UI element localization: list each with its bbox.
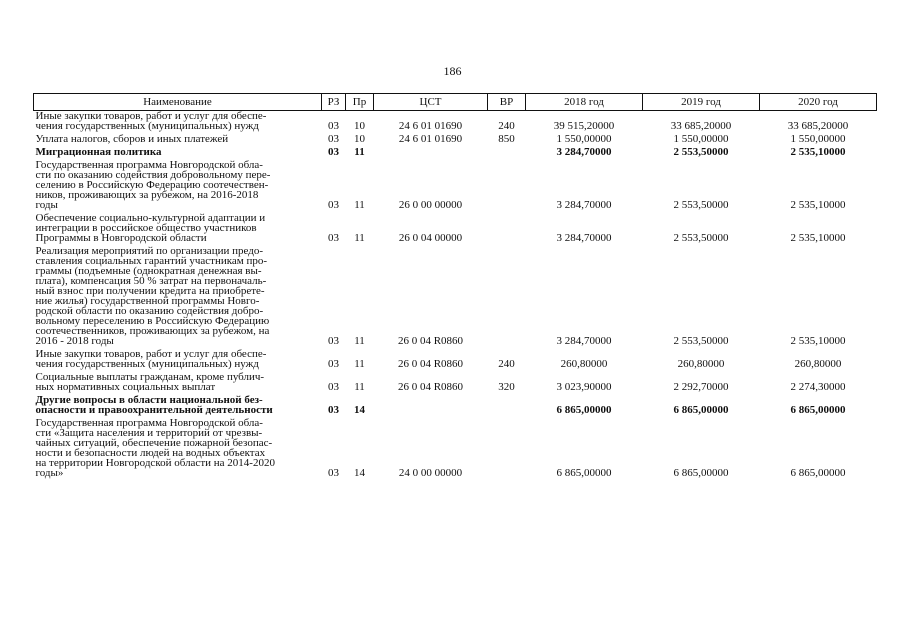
table-row: [34, 369, 877, 392]
cell-cst: [374, 144, 488, 157]
header-vr: ВР: [488, 94, 526, 111]
cell-cst: 26 0 00 00000: [398, 199, 463, 211]
cell-name: Уплата налогов, сборов и иных платежей: [35, 133, 229, 145]
cell-vr: [488, 243, 526, 346]
cell-y2020: 33 685,20000: [787, 120, 849, 132]
cell-y2020: 2 535,10000: [790, 146, 846, 158]
cell-name: Иные закупки товаров, работ и услуг для обеспе- чения государственных (муниципальных) нужд: [35, 348, 267, 370]
cell-pr: 11: [354, 199, 365, 211]
cell-y2019: 2 553,50000: [673, 335, 729, 347]
cell-rz: 03: [328, 120, 339, 132]
budget-table: [33, 93, 877, 478]
cell-y2018: 260,80000: [560, 358, 608, 370]
cell-rz: 03: [328, 133, 339, 145]
cell-pr: 11: [354, 146, 365, 158]
cell-cst: [374, 392, 488, 415]
cell-name: Миграционная политика: [35, 146, 162, 158]
header-pr: Пр: [346, 94, 374, 111]
cell-rz: 03: [328, 146, 339, 158]
cell-cst: 26 0 04 R0860: [397, 381, 464, 393]
cell-y2019: 6 865,00000: [673, 404, 729, 416]
cell-y2019: 33 685,20000: [670, 120, 732, 132]
cell-y2020: 2 274,30000: [790, 381, 846, 393]
cell-vr: 320: [498, 381, 515, 393]
cell-pr: 14: [354, 467, 365, 479]
cell-pr: 11: [354, 335, 365, 347]
cell-y2020: 6 865,00000: [790, 404, 846, 416]
cell-pr: 10: [354, 120, 365, 132]
cell-y2020: 1 550,00000: [790, 133, 846, 145]
cell-y2019: 2 292,70000: [673, 381, 729, 393]
header-2019: 2019 год: [643, 94, 760, 111]
cell-name: Иные закупки товаров, работ и услуг для обеспе- чения государственных (муниципальных) нужд: [35, 110, 267, 132]
cell-cst: 24 6 01 01690: [398, 133, 463, 145]
cell-y2020: 260,80000: [794, 358, 842, 370]
table-row: [34, 346, 877, 369]
cell-y2020: 2 535,10000: [790, 199, 846, 211]
cell-vr: [488, 210, 526, 243]
cell-y2018: 3 284,70000: [556, 146, 612, 158]
cell-vr: [488, 157, 526, 210]
cell-cst: 26 0 04 R0860: [397, 335, 464, 347]
cell-y2019: 2 553,50000: [673, 232, 729, 244]
cell-cst: 24 6 01 01690: [398, 120, 463, 132]
cell-pr: 11: [354, 358, 365, 370]
cell-y2020: 6 865,00000: [790, 467, 846, 479]
table-row: [34, 144, 877, 157]
cell-rz: 03: [328, 381, 339, 393]
cell-y2018: 3 023,90000: [556, 381, 612, 393]
cell-y2019: 1 550,00000: [673, 133, 729, 145]
header-2020: 2020 год: [760, 94, 877, 111]
table-row: [34, 243, 877, 346]
cell-y2020: 2 535,10000: [790, 335, 846, 347]
cell-name: Государственная программа Новгородской обла- сти по оказанию содействия добровольному пере- селению в Российскую Федерацию соотечествен- ников, проживающих за рубежом, на 2016-2018 годы: [35, 159, 271, 211]
cell-y2019: 6 865,00000: [673, 467, 729, 479]
cell-y2019: 2 553,50000: [673, 199, 729, 211]
cell-cst: 26 0 04 00000: [398, 232, 463, 244]
cell-y2019: 260,80000: [677, 358, 725, 370]
cell-rz: 03: [328, 232, 339, 244]
cell-name: Государственная программа Новгородской обла- сти «Защита населения и территорий от чрезвы- чайных ситуаций, обеспечение пожарной безопас- ности и безопасности людей на водных объектах на территории Новгородской области на 2014-2020 годы»: [35, 417, 275, 479]
cell-pr: 14: [354, 404, 365, 416]
cell-name: Другие вопросы в области национальной без- опасности и правоохранительной деятельности: [35, 394, 273, 416]
header-rz: РЗ: [322, 94, 346, 111]
cell-vr: 850: [498, 133, 515, 145]
cell-y2018: 6 865,00000: [556, 404, 612, 416]
cell-y2019: 2 553,50000: [673, 146, 729, 158]
cell-vr: [488, 392, 526, 415]
table-header-row: [34, 94, 877, 111]
cell-vr: [488, 415, 526, 478]
cell-rz: 03: [328, 199, 339, 211]
table-row: [34, 111, 877, 132]
header-cst: ЦСТ: [374, 94, 488, 111]
cell-pr: 11: [354, 381, 365, 393]
cell-y2018: 3 284,70000: [556, 199, 612, 211]
table-row: [34, 210, 877, 243]
cell-name: Обеспечение социально-культурной адаптации и интеграции в российское общество участников Программы в Новгородской области: [35, 212, 266, 244]
cell-rz: 03: [328, 335, 339, 347]
cell-vr: 240: [498, 358, 515, 370]
cell-y2018: 3 284,70000: [556, 335, 612, 347]
cell-pr: 11: [354, 232, 365, 244]
cell-name: Реализация мероприятий по организации предо- ставления социальных гарантий участникам про- граммы (подъемные (однократная денежная вы- плата), компенсация 50 % затрат на первоначаль- ный взнос при получении кредита на приобрете- ние жилья) государственной программы Новго- родской области по оказанию содействия добро- вольному переселению в Российскую Федерацию соотечественников, проживающих за рубежом, на 2016 - 2018 годы: [35, 245, 270, 347]
cell-name: Социальные выплаты гражданам, кроме публич- ных нормативных социальных выплат: [35, 371, 265, 393]
cell-cst: 24 0 00 00000: [398, 467, 463, 479]
cell-y2020: 2 535,10000: [790, 232, 846, 244]
table-row: [34, 131, 877, 144]
table-row: [34, 415, 877, 478]
cell-vr: 240: [498, 120, 515, 132]
cell-rz: 03: [328, 404, 339, 416]
table-row: [34, 157, 877, 210]
table-row: [34, 392, 877, 415]
cell-cst: 26 0 04 R0860: [397, 358, 464, 370]
cell-rz: 03: [328, 467, 339, 479]
page-number: 186: [443, 64, 462, 78]
cell-y2018: 1 550,00000: [556, 133, 612, 145]
header-name: Наименование: [34, 94, 322, 111]
cell-y2018: 39 515,20000: [553, 120, 615, 132]
cell-pr: 10: [354, 133, 365, 145]
cell-vr: [488, 144, 526, 157]
header-2018: 2018 год: [526, 94, 643, 111]
cell-rz: 03: [328, 358, 339, 370]
cell-y2018: 3 284,70000: [556, 232, 612, 244]
cell-y2018: 6 865,00000: [556, 467, 612, 479]
